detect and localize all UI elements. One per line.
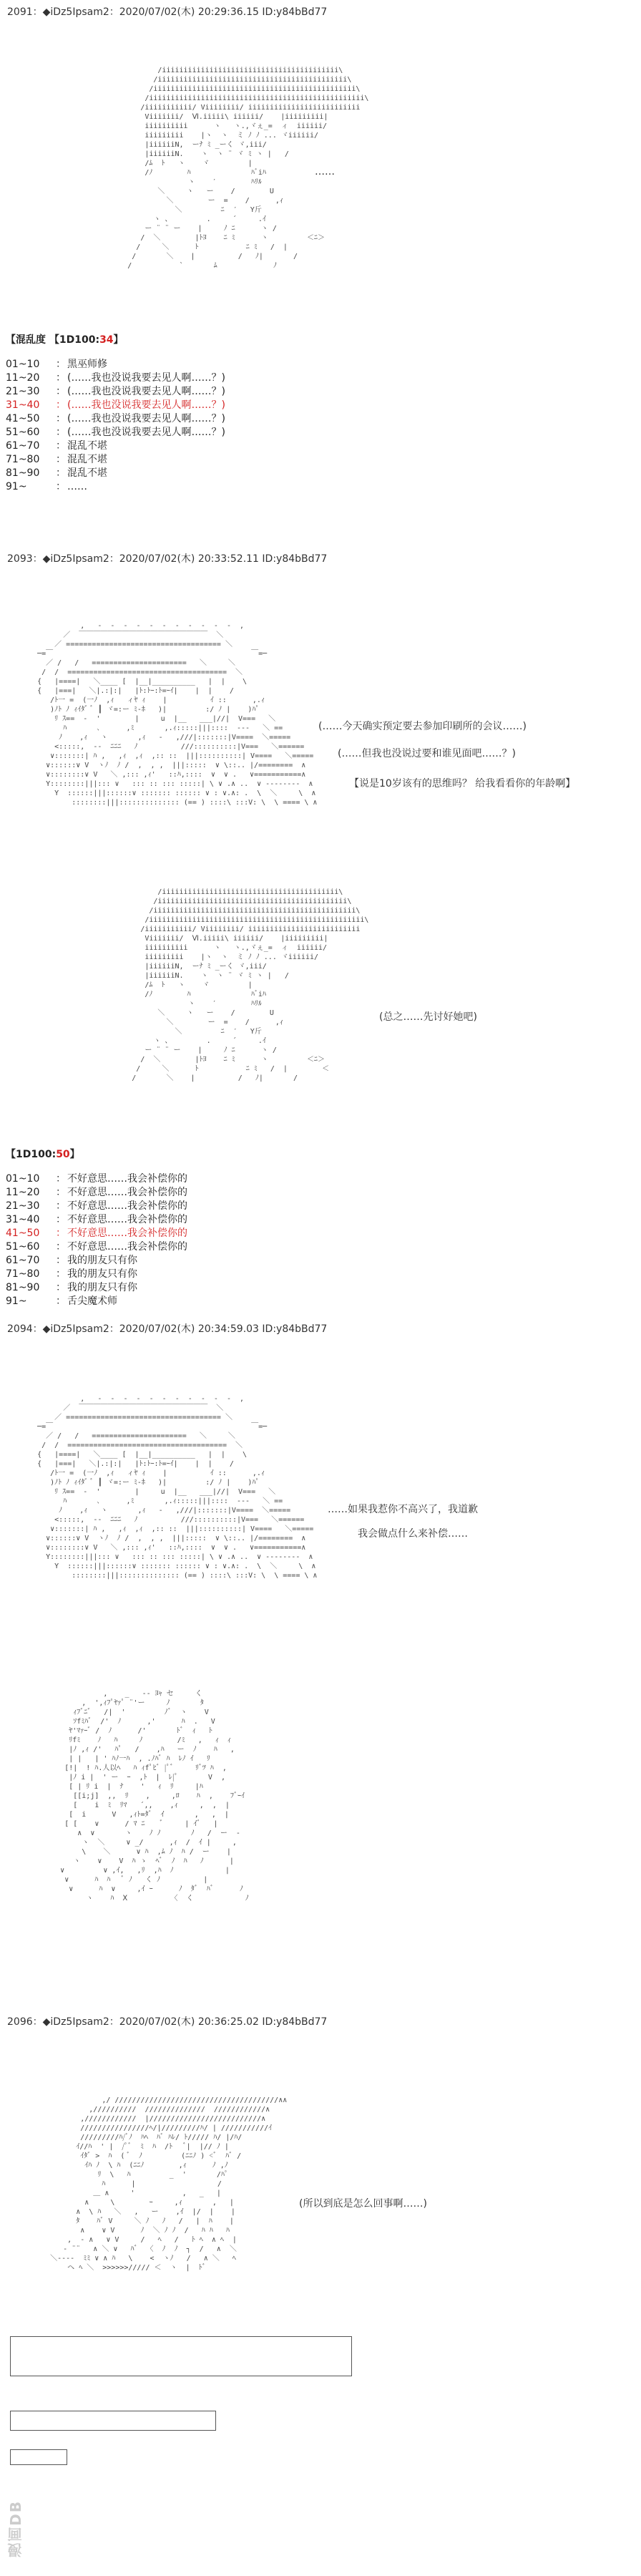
- speech-line: 我会做点什么来补偿……: [358, 1528, 468, 1540]
- watermark-text: 漫画DB: [6, 2500, 24, 2557]
- post-2094: [0, 1310, 641, 2004]
- result-row: 51~60 ： (……我也没说我要去见人啊……？): [6, 427, 225, 438]
- result-text: ……: [67, 481, 87, 492]
- result-row: 31~40 ： 不好意思……我会补偿你的: [6, 1214, 187, 1225]
- result-text: 我的朋友只有你: [67, 1268, 137, 1280]
- result-range: 71~80: [6, 454, 40, 465]
- result-row: 01~10 ： 不好意思……我会补偿你的: [6, 1173, 187, 1185]
- result-value: 34: [99, 334, 114, 346]
- speech-line: (总之……先讨好她吧): [379, 1011, 477, 1023]
- post-header: 2096：◆iDz5Ipsam2：2020/07/02(木) 20:36:25.02 ID:y84bBd77: [7, 2016, 328, 2028]
- result-text: 不好意思……我会补偿你的: [67, 1200, 187, 1212]
- result-text: 不好意思……我会补偿你的: [67, 1241, 187, 1253]
- result-text: 黑巫师修: [67, 359, 107, 370]
- ascii-art-character: , _ ‐‐ ﾖｬ セ く , ',ｨﾌﾟﾔｧﾟ ¨'ー ﾉ ﾀ ｨﾌﾞﾆﾞ /| ' ﾉﾞ ヽ V ｿfﾐﾊﾞ /' ﾉ ,' ﾊ . V ﾔ'ﾏｧｰﾞ / ﾉ /' ﾄﾞ ｨ ﾄ ﾘfﾐ ﾉ ﾊ ﾉ /ﾐ , ｨ ｨ |ﾉ ,ｨ /' ﾊﾟ / ,ﾊ ー ﾉ ﾊ , | | | ' ﾊﾉ一ﾊ , .ﾉﾊﾞ ﾊ ﾚﾉ ｲ ﾘ [!| ! ﾊ.人以ﾍ ﾊ ｨfﾟﾋﾞ |ﾟﾞ ﾘﾞﾂ ﾊ , |ﾉ i | ' ー ｰ ,ﾄ | ﾚ|ﾟ V , [ | ﾘ i | ﾅ ' ｨ ﾘ |ﾊ [[i;j] ,, ﾘ , ,ﾛ ﾊ , ﾌﾞｰｲ [ i ﾐ ﾘﾏ ´,, ,ｨ , , | [ i V ,ｨﾄ=ﾀﾞ ｲ , , | [ [ ∨ / ﾏ ﾆ ﾞ | ｲﾞ | ∧ ∨ ヽ ﾉ ﾉ ﾉ / ー ‐ ヽ ＼ ∨ _/ ,ｨ / ｲ | , \ ＼ ∨ ﾊ ,ﾑ ﾉ ﾊ / ー | ヽ ∨ V ﾊ ゝ ﾍﾞ ﾉ ﾊ ﾉ | ∨ ∨ ,ｲ, ,ﾘ ,ﾊ ﾉ | ∨ ﾊ ﾊ ﾞ ﾉ く ﾉ | ∨ ﾊ ∨ ,ｲ ｰ ﾉ ﾀﾞ ﾊﾞ ﾉ ヽ ﾊ Ⅹ 〈 く ﾉ: [60, 1690, 249, 1902]
- result-text: 我的朋友只有你: [67, 1255, 137, 1266]
- result-row: 91~ ： 舌尖魔术师: [6, 1296, 117, 1307]
- ascii-art-character: /iiiiiiiiiiiiiiiiiiiiiiiiiiiiiiiiiiiiiiiii\ /iiiiiiiiiiiiiiiiiiiiiiiiiiiiiiiiiiiiiiiiiiii\ /iiiiiiiiiiiiiiiiiiiiiiiiiiiiiiiiiiiiiiiiiiiiiii\ /iiiiiiiiiiiiiiiiiiiiiiiiiiiiiiiiiiiiiiiiiiiiiiiiii\ /iiiiiiiiiii/ Viiiiiiii/ iiiiiiiiiiiiiiiiiiiiiiiiii Viiiiiii/ Ⅵ.iiiii\ iiiiii/ |iiiiiiiii| iiiiiiiiii ヽ ヽ.,ヾぇ_= ィ iiiiii/ iiiiiiiii |ヽ ヽ ミ ﾉ ﾉ ... ヾiiiiii/ |iiiiiiN, ーﾅ ﾐ _ーく ヾ,iii/ |iiiiiiN. ヽ ヽ ¨ ヾ ﾐ ヽ | / /ﾑ ﾄ ヽ ヾ | /ﾉ ﾊ ﾊﾞiﾊ ヽ ′ ﾊﾘﾙ ＼ ヽ ー / U ＼ ー = / ,ｨ ＼ ﾆ ′ Y斤 ヽ 、 . ´ .ｲ ー ¨ ¨ ー | ﾉ ﾆ ヽ / / ＼ |ﾄﾖ ﾆ ﾐ ヽ ＜ﾆ＞ / ＼ ﾄ ﾆ ﾐ / | ＜ / ＼ | / ﾉ| /: [132, 888, 369, 1082]
- result-text: (……我也没说我要去见人啊……？): [67, 399, 225, 411]
- result-value: 50: [56, 1149, 70, 1160]
- result-range: 51~60: [6, 1241, 40, 1253]
- watermark-logo: [3, 2486, 27, 2572]
- result-row: 61~70 ： 混乱不堪: [6, 440, 107, 452]
- result-row: 91~ ： ……: [6, 481, 87, 492]
- result-row: 71~80 ： 我的朋友只有你: [6, 1268, 137, 1280]
- result-range: 21~30: [6, 386, 40, 397]
- post-header: 2091：◆iDz5Ipsam2：2020/07/02(木) 20:29:36.15 ID:y84bBd77: [7, 6, 328, 18]
- post-2093: [0, 544, 641, 1307]
- result-row: 61~70 ： 我的朋友只有你: [6, 1255, 137, 1266]
- result-range: 11~20: [6, 372, 40, 384]
- result-title-prefix: 【混乱度 【1D100:: [6, 334, 100, 346]
- result-row: 11~20 ： (……我也没说我要去见人啊……？): [6, 372, 225, 384]
- post-header: 2093：◆iDz5Ipsam2：2020/07/02(木) 20:33:52.11 ID:y84bBd77: [7, 553, 328, 565]
- speech-line: 【说是10岁该有的思维吗？ 给我看看你的年龄啊】: [349, 778, 576, 789]
- speech-line: (……今天确实预定要去参加印刷所的会议……): [318, 721, 527, 732]
- result-text: (……我也没说我要去见人啊……？): [67, 427, 225, 438]
- post-2091: [0, 0, 641, 494]
- result-text: 舌尖魔术师: [67, 1296, 117, 1307]
- redacted-box-large: [10, 2336, 352, 2376]
- result-text: 不好意思……我会补偿你的: [67, 1187, 187, 1198]
- result-range: 51~60: [6, 427, 40, 438]
- result-text: (……我也没说我要去见人啊……？): [67, 413, 225, 424]
- result-title: [6, 1147, 80, 1161]
- result-range: 71~80: [6, 1268, 40, 1280]
- result-text: (……我也没说我要去见人啊……？): [67, 372, 225, 384]
- result-row-hit: 31~40 ： (……我也没说我要去见人啊……？): [6, 399, 225, 411]
- result-row-hit: 41~50 ： 不好意思……我会补偿你的: [6, 1228, 187, 1239]
- result-text: 不好意思……我会补偿你的: [67, 1214, 187, 1225]
- result-row: 51~60 ： 不好意思……我会补偿你的: [6, 1241, 187, 1253]
- result-range: 01~10: [6, 359, 40, 370]
- ascii-art-character: ,/ //////////////////////////////////////∧∧ ,////////// ////////////// ////////////∧ ,//////////// |//////////////////////////∧ ////////////////ﾍ/|/////////ﾊ/ | ///////////ｲ /////////ﾊ/ﾞﾉ ﾊﾍ ﾊﾞ ﾊﾚ/ ﾄ///// ﾊ/ |/ﾊ/ ｲ//ﾊ ' | /ﾟﾞ ﾐ ﾊ /ﾄ ﾞ| |// ﾉ | ｲﾀﾞ > ﾊ ( ﾞ ﾉ (ﾆﾆﾉ ) <ﾞ ﾊﾞ / ｲﾊ ﾉ \ ﾊ (ﾆﾆﾉ ,ｨ ﾉ ,ﾉ ﾘ \ ﾊ _ ' /ﾊﾟ ﾊ | / ＿ ∧ ' , _ | ∧ \ ｰ ,ｨ , | ∧ \ ﾊ ＼ , ー ,ｲ |/ | | ﾀ ﾊﾞ V ＼ ﾉ ﾉ / | ﾊ | ∧ ∨ V ﾉ ＼ ﾉ ﾉ / ﾊ ﾊ ﾊ , ‐ ∧ ∨ V / ﾍ / ﾄ ﾍ ∧ ﾍ | ‐ ¨¨ ∧ ＼ ∨ ﾊﾞ 〈 ﾉ ﾉ ┐ / ∧ ＼ ＼‐‐‐‐ ﾐﾐ ∨ ∧ ﾊ \ < ヽﾉ / ∧ ＼ ﾍ ヘ ﾍ ＼ >>>>>>///// ＜ ヽ | ﾄﾞ: [50, 2096, 288, 2272]
- result-text: 混乱不堪: [67, 440, 107, 452]
- result-range: 91~: [6, 481, 27, 492]
- result-text: 不好意思……我会补偿你的: [67, 1228, 187, 1239]
- result-table: [6, 358, 225, 494]
- result-table: [6, 1172, 187, 1308]
- result-row: 41~50 ： (……我也没说我要去见人啊……？): [6, 413, 225, 424]
- result-row: 11~20 ： 不好意思……我会补偿你的: [6, 1187, 187, 1198]
- result-text: 我的朋友只有你: [67, 1282, 137, 1293]
- result-row: 21~30 ： (……我也没说我要去见人啊……？): [6, 386, 225, 397]
- result-range: 81~90: [6, 1282, 40, 1293]
- result-range: 11~20: [6, 1187, 40, 1198]
- speech-line: (所以到底是怎么回事啊……): [299, 2198, 427, 2210]
- result-range: 21~30: [6, 1200, 40, 1212]
- result-range: 41~50: [6, 1228, 40, 1239]
- result-row: 01~10 ： 黑巫师修: [6, 359, 107, 370]
- result-text: 混乱不堪: [67, 467, 107, 479]
- post-header: 2094：◆iDz5Ipsam2：2020/07/02(木) 20:34:59.03 ID:y84bBd77: [7, 1323, 328, 1335]
- redacted-box-small: [10, 2449, 67, 2465]
- ascii-art-character: , - ‐ ‐ ‐ ‐ ‐ ‐ ‐ ‐ ‐ - , ／ ￣￣￣￣￣￣￣￣￣￣￣￣￣￣￣￣￣￣ ＼ ／ ==================================== ＼ ─=￣ ￣=─ ／ / / ====================== ＼ ＼ / / ===================================== ＼ { |====| ＼____ [ |__|__________ | | \ { |===| ＼|.:|:| |ﾄ:ﾄｰ:ﾄ=ｰｲ| | | / /ﾄ一 = (一ﾉ ,ｨ ィﾔ ｨ | ｲ :: ,.ｨ )ﾉﾄ ﾉ ｨｲﾀﾞ ﾞ ┃ ヾ=:ー ﾐ-ﾎ )| :/ ﾉ | )ﾊﾟ ﾘ ｽ== - ' | u |__ ___|//| V=== ＼ ﾊ ､ ,ﾐ ,.ｨ:::::|||:::: ‐‐‐ ＼ == ﾉ ,ｨ ヽ ,ｨ - ,///|:::::::|V==== ＼===== <:::::, ‐‐ ﾆﾆﾆ ﾉ ///::::::::::|V=== ＼====== ∨:::::::| ﾊ , ,ｨ ,ｨ ,:: :: |||::::::::::| V==== ＼===== ∨::::::∨ V ヽﾉ ﾉ / , , , |||::::: ∨ \::.. |/======== ∧ ∨::::::::∨ V ＼ ,::: ,ｨ' ::ﾊ,:::: ∨ ∨ . ∨===========∧ Y::::::::|||::: ∨ ::: :: ::: :::::| \ ∨ .∧ .. ∨ ‐‐‐‐‐‐‐‐ ∧ Y ::::::|||::::::∨ ::::::: :::::: ∨ : ∨.∧: . \ ＼ \ ∧ ::::::::|||:::::::::::::: (== ) ::::\ :::V: \ \ ==== \ ∧: [37, 622, 318, 807]
- result-range: 81~90: [6, 467, 40, 479]
- result-title-suffix: 】: [113, 334, 124, 346]
- result-range: 91~: [6, 1296, 27, 1307]
- result-range: 01~10: [6, 1173, 40, 1185]
- result-text: (……我也没说我要去见人啊……？): [67, 386, 225, 397]
- result-row: 71~80 ： 混乱不堪: [6, 454, 107, 465]
- result-range: 61~70: [6, 1255, 40, 1266]
- result-text: 不好意思……我会补偿你的: [67, 1173, 187, 1185]
- result-text: 混乱不堪: [67, 454, 107, 465]
- result-title-prefix: 【1D100:: [6, 1149, 57, 1160]
- ascii-art-character: , - ‐ ‐ ‐ ‐ ‐ ‐ ‐ ‐ ‐ - , ／ ￣￣￣￣￣￣￣￣￣￣￣￣￣￣￣￣￣￣ ＼ ／ ==================================== ＼ ─=￣ ￣=─ ／ / / ====================== ＼ ＼ / / ===================================== ＼ { |====| ＼____ [ |__|__________ | | \ { |===| ＼|.:|:| |ﾄ:ﾄｰ:ﾄ=ｰｲ| | | / /ﾄ一 = (一ﾉ ,ｨ ィﾔ ｨ | ｲ :: ,.ｨ )ﾉﾄ ﾉ ｨｲﾀﾞ ﾞ ┃ ヾ=:ー ﾐ-ﾎ )| :/ ﾉ | )ﾊﾟ ﾘ ｽ== - ' | u |__ ___|//| V=== ＼ ﾊ ､ ,ﾐ ,.ｨ:::::|||:::: ‐‐‐ ＼ == ﾉ ,ｨ ヽ ,ｨ - ,///|:::::::|V==== ＼===== <:::::, ‐‐ ﾆﾆﾆ ﾉ ///::::::::::|V=== ＼====== ∨:::::::| ﾊ , ,ｨ ,ｨ ,:: :: |||::::::::::| V==== ＼===== ∨::::::∨ V ヽﾉ ﾉ / , , , |||::::: ∨ \::.. |/======== ∧ ∨::::::::∨ V ＼ ,::: ,ｨ' ::ﾊ,:::: ∨ ∨ . ∨===========∧ Y::::::::|||::: ∨ ::: :: ::: :::::| \ ∨ .∧ .. ∨ ‐‐‐‐‐‐‐‐ ∧ Y ::::::|||::::::∨ ::::::: :::::: ∨ : ∨.∧: . \ ＼ \ ∧ ::::::::|||:::::::::::::: (== ) ::::\ :::V: \ \ ==== \ ∧: [37, 1395, 318, 1580]
- result-range: 31~40: [6, 1214, 40, 1225]
- speech-line: ……: [315, 166, 335, 178]
- post-2096: [0, 2004, 641, 2576]
- result-range: 31~40: [6, 399, 40, 411]
- result-range: 61~70: [6, 440, 40, 452]
- ascii-art-character: /iiiiiiiiiiiiiiiiiiiiiiiiiiiiiiiiiiiiiiiii\ /iiiiiiiiiiiiiiiiiiiiiiiiiiiiiiiiiiiiiiiiiiii\ /iiiiiiiiiiiiiiiiiiiiiiiiiiiiiiiiiiiiiiiiiiiiiii\ /iiiiiiiiiiiiiiiiiiiiiiiiiiiiiiiiiiiiiiiiiiiiiiiiii\ /iiiiiiiiiii/ Viiiiiiii/ iiiiiiiiiiiiiiiiiiiiiiiiii Viiiiiii/ Ⅵ.iiiii\ iiiiii/ |iiiiiiiii| iiiiiiiiii ヽ ヽ.,ヾぇ_= ィ iiiiii/ iiiiiiiii |ヽ ヽ ミ ﾉ ﾉ ... ヾiiiiii/ |iiiiiiN, ーﾅ ﾐ _ーく ヾ,iii/ |iiiiiiN. ヽ ヽ ¨ ヾ ﾐ ヽ | / /ﾑ ﾄ ヽ ヾ | /ﾉ ﾊ ﾊﾞiﾊ ヽ ′ ﾊﾘﾙ ＼ ヽ ー / U ＼ ー = / ,ｨ ＼ ﾆ ′ Y斤 ヽ 、 . ´ .ｲ ー ¨ ¨ ー | ﾉ ﾆ ヽ / / ＼ |ﾄﾖ ﾆ ﾐ ヽ ＜ﾆ＞ / ＼ ﾄ ﾆ ﾐ / | / ＼ | / ﾉ| / / ` ﾑ ﾉ: [127, 67, 369, 270]
- result-title: [6, 332, 124, 346]
- result-row: 81~90 ： 混乱不堪: [6, 467, 107, 479]
- speech-line: (……但我也没说过要和谁见面吧……？): [338, 748, 516, 759]
- speech-line: ……如果我惹你不高兴了，我道歉: [328, 1504, 478, 1515]
- result-title-suffix: 】: [69, 1149, 80, 1160]
- result-range: 41~50: [6, 413, 40, 424]
- redacted-box-medium: [10, 2411, 216, 2431]
- result-row: 81~90 ： 我的朋友只有你: [6, 1282, 137, 1293]
- result-row: 21~30 ： 不好意思……我会补偿你的: [6, 1200, 187, 1212]
